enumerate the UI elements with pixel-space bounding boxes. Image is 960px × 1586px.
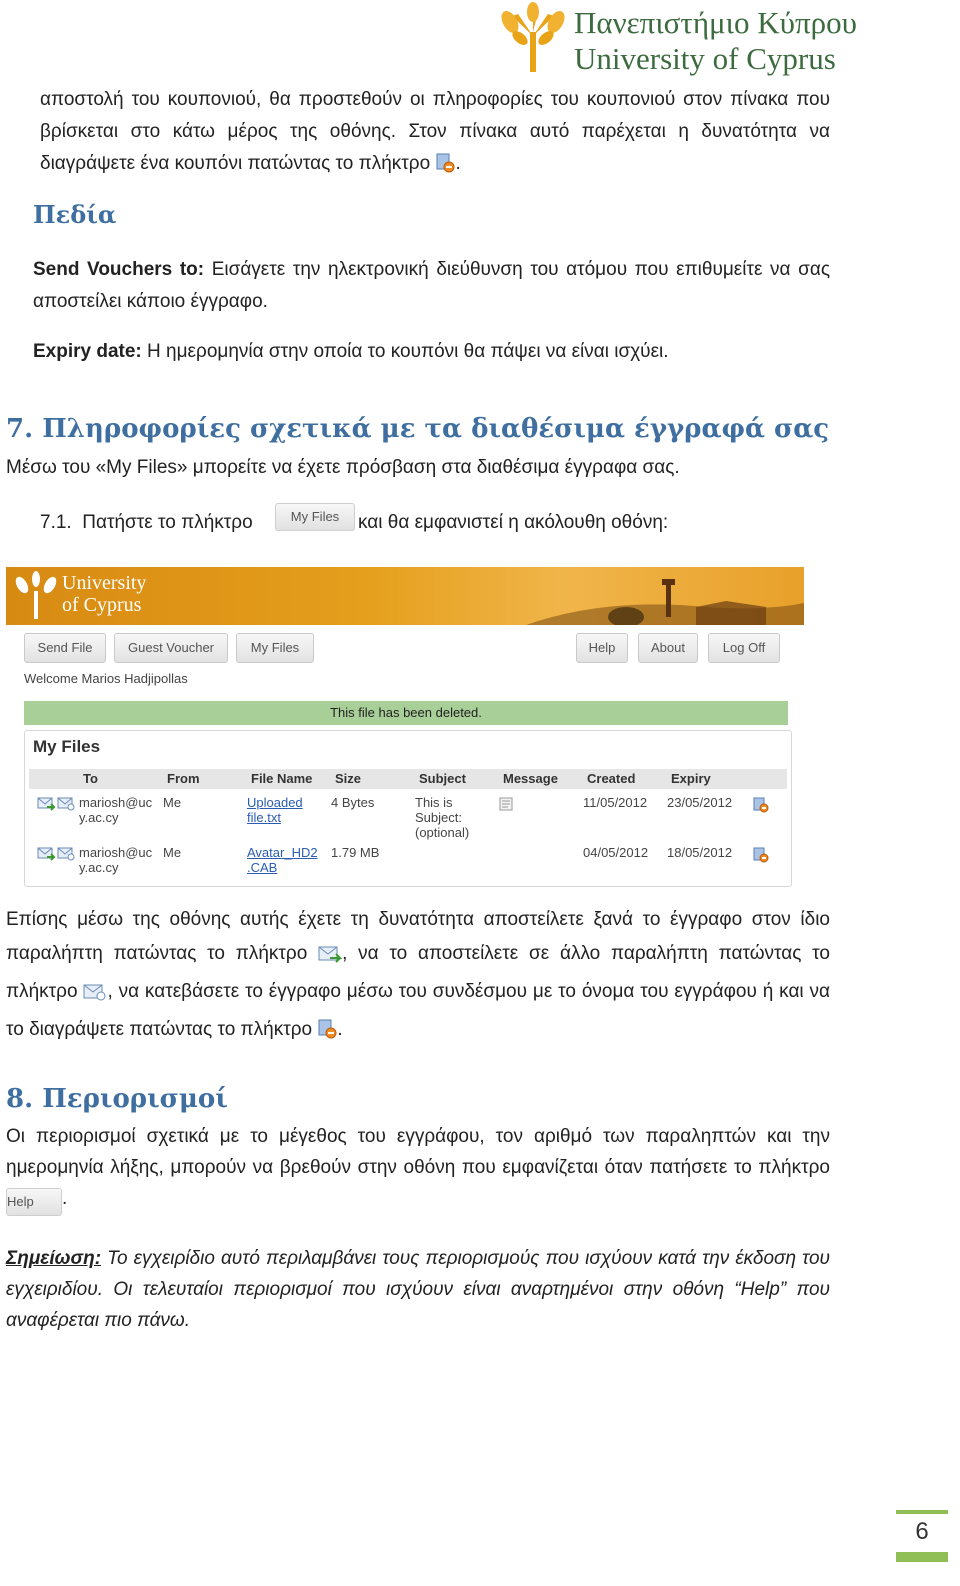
col-from: From	[167, 771, 200, 786]
section-8-text: Οι περιορισμοί σχετικά με το μέγεθος του εγγράφου, τον αριθμό των παραληπτών και την ημερομηνία λήξης, μπορούν να βρεθούν στην οθόνη που εμφανίζεται όταν πατήσετε το πλήκτρο	[6, 1126, 830, 1178]
row-to: mariosh@uc y.ac.cy	[79, 795, 153, 825]
page-number-bar	[896, 1510, 948, 1514]
intro-text: αποστολή του κουπονιού, θα προστεθούν οι πληροφορίες του κουπονιού στον πίνακα που βρίσκεται στο κάτω μέρος της οθόνης. Στον πίνακα αυτό παρέχεται η δυνατότητα να διαγράψετε ένα κουπόνι πατώντας το πλήκτρο	[40, 89, 830, 174]
row-size: 4 Bytes	[331, 795, 375, 810]
about-button[interactable]: About	[638, 633, 698, 663]
note-paragraph	[6, 1243, 830, 1336]
resend-icon	[318, 941, 342, 975]
col-expiry: Expiry	[671, 771, 711, 786]
intro-end: .	[455, 153, 461, 174]
row-to: mariosh@uc y.ac.cy	[79, 845, 153, 875]
actions-text-3: , να κατεβάσετε το έγγραφο μέσω του συνδέσμου με το όνομα του εγγράφου ή και να το διαγράψετε πατώντας το πλήκτρο	[6, 981, 830, 1040]
resend-icon[interactable]	[37, 845, 55, 866]
delete-icon[interactable]	[753, 847, 769, 868]
olive-tree-logo-icon	[498, 2, 568, 76]
fields-heading: Πεδία	[33, 200, 117, 229]
col-file-name: File Name	[251, 771, 313, 786]
step-number: 7.1.	[40, 512, 72, 533]
logo-text-greek: Πανεπιστήμιο Κύπρου	[574, 5, 857, 40]
col-size: Size	[335, 771, 362, 786]
section-8-text-end: .	[62, 1188, 68, 1209]
my-files-panel	[24, 730, 792, 887]
row-from: Me	[163, 795, 182, 810]
row-expiry: 18/05/2012	[667, 845, 733, 860]
col-created: Created	[587, 771, 636, 786]
expiry-date-paragraph	[33, 336, 830, 368]
logo-text-english: University of Cyprus	[574, 41, 836, 76]
help-button[interactable]: Help	[576, 633, 628, 663]
file-name-link[interactable]: Avatar_HD2 .CAB	[247, 845, 318, 875]
forward-icon[interactable]	[57, 845, 75, 866]
delete-icon[interactable]	[753, 797, 769, 818]
send-vouchers-label: Send Vouchers to:	[33, 259, 205, 280]
row-size: 1.79 MB	[331, 845, 380, 860]
table-row	[25, 843, 791, 883]
resend-icon[interactable]	[37, 795, 55, 816]
step-text-1: Πατήστε το πλήκτρο	[82, 512, 253, 533]
university-logo	[498, 2, 857, 76]
site-banner	[6, 567, 804, 625]
expiry-date-label: Expiry date:	[33, 341, 142, 362]
forward-icon[interactable]	[57, 795, 75, 816]
row-created: 04/05/2012	[583, 845, 649, 860]
note-text: Το εγχειρίδιο αυτό περιλαμβάνει τους περιορισμούς που ισχύουν κατά την έκδοση του εγχειριδίου. Οι τελευταίοι περιορισμοί που ισχύουν είναι αναρτημένοι στην οθόνη “Help” που αναφέρεται πιο πάνω.	[6, 1248, 830, 1331]
section-8-heading	[6, 1084, 228, 1114]
table-row	[25, 793, 791, 839]
section-8-title: Περιορισμοί	[42, 1084, 228, 1114]
col-subject: Subject	[419, 771, 466, 786]
section-7-number: 7.	[6, 414, 34, 444]
step-text-2: και θα εμφανιστεί η ακόλουθη οθόνη:	[358, 512, 669, 533]
delete-icon	[435, 152, 455, 184]
col-message: Message	[503, 771, 558, 786]
expiry-date-text: Η ημερομηνία στην οποία το κουπόνι θα πάψει να είναι ισχύει.	[141, 341, 669, 362]
col-to: To	[83, 771, 98, 786]
intro-paragraph	[40, 84, 830, 184]
row-created: 11/05/2012	[583, 795, 648, 810]
guest-voucher-button[interactable]: Guest Voucher	[114, 633, 228, 663]
section-7-title: Πληροφορίες σχετικά με τα διαθέσιμα έγγραφά σας	[42, 414, 830, 444]
actions-text-1: Επίσης μέσω της οθόνης αυτής έχετε τη δυνατότητα αποστείλετε ξανά το έγγραφο στον ίδιο παραλήπτη πατώντας το πλήκτρο	[6, 909, 830, 964]
actions-paragraph	[6, 903, 830, 1051]
note-label: Σημείωση:	[6, 1248, 102, 1269]
section-7-heading	[6, 414, 829, 444]
row-subject: This is Subject: (optional)	[415, 795, 470, 840]
step-7-1	[40, 507, 253, 539]
page-number-footer-bar	[896, 1552, 948, 1562]
row-from: Me	[163, 845, 182, 860]
forward-icon	[83, 979, 107, 1013]
log-off-button[interactable]: Log Off	[708, 633, 780, 663]
my-files-button-image: My Files	[275, 503, 355, 531]
message-icon[interactable]	[499, 797, 513, 816]
send-vouchers-paragraph	[33, 254, 830, 318]
page-number: 6	[915, 1518, 929, 1545]
banner-title-line-2: of Cyprus	[62, 594, 142, 616]
section-8-number: 8.	[6, 1084, 34, 1114]
file-name-link[interactable]: Uploaded file.txt	[247, 795, 303, 825]
my-files-screenshot	[6, 567, 806, 887]
section-7-text: Μέσω του «My Files» μπορείτε να έχετε πρόσβαση στα διαθέσιμα έγγραφα σας.	[6, 457, 680, 478]
banner-title-line-1: University	[62, 572, 147, 594]
deleted-notice: This file has been deleted.	[24, 701, 788, 725]
table-header	[29, 769, 787, 789]
banner-olive-icon	[14, 571, 58, 621]
row-expiry: 23/05/2012	[667, 795, 733, 810]
send-file-button[interactable]: Send File	[24, 633, 106, 663]
actions-text-2: , να το αποστείλετε σε άλλο παραλήπτη πατώντας το πλήκτρο	[6, 943, 830, 1002]
my-files-panel-title: My Files	[33, 737, 101, 756]
delete-icon	[317, 1017, 337, 1051]
my-files-button[interactable]: My Files	[236, 633, 314, 663]
welcome-text: Welcome Marios Hadjipollas	[24, 671, 188, 686]
send-vouchers-text: Εισάγετε την ηλεκτρονική διεύθυνση του ατόμου που επιθυμείτε να σας αποστείλει κάποιο έγγραφο.	[33, 259, 830, 312]
help-button-image: Help	[6, 1188, 62, 1216]
actions-text-end: .	[337, 1019, 343, 1040]
section-8-paragraph	[6, 1121, 830, 1216]
